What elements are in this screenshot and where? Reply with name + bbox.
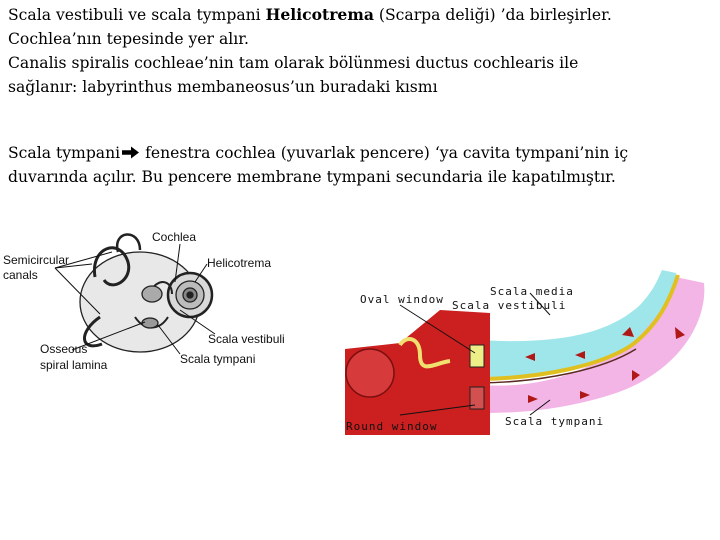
text-line: duvarında açılır. Bu pencere membrane tympani secundaria ile kapatılmıştır.: [8, 168, 616, 186]
ear-illustration: [80, 234, 212, 352]
label-scala-tympani: Scala tympani: [180, 352, 256, 366]
label-semicircular-canals: canals: [3, 268, 38, 282]
scala-tympani-paragraph: [8, 141, 713, 189]
label-scala-tympani: Scala tympani: [505, 415, 605, 428]
inner-ear-diagram: [0, 222, 310, 382]
label-round-window: Round window: [346, 420, 438, 433]
text-line: Scala tympani: [8, 144, 121, 162]
label-scala-vestibuli: Scala vestibuli: [452, 299, 567, 312]
label-osseous-spiral-lamina: spiral lamina: [40, 358, 108, 372]
text-line: sağlanır: labyrinthus membaneosus’un buradaki kısmı: [8, 78, 438, 96]
helicotrema-term: Helicotrema: [265, 5, 374, 24]
uncoiled-cochlea-diagram: [340, 265, 712, 435]
right-arrow-icon: [121, 146, 140, 159]
label-scala-media: Scala media: [490, 285, 574, 298]
text-line: Cochlea’nın tepesinde yer alır.: [8, 30, 249, 48]
helicotrema-paragraph: [8, 3, 713, 99]
text-line: Canalis spiralis cochleae’nin tam olarak bölünmesi ductus cochlearis ile: [8, 54, 579, 72]
label-oval-window: Oval window: [360, 293, 444, 306]
label-cochlea: Cochlea: [152, 230, 197, 244]
oval-window: [470, 345, 484, 367]
text-line: (Scarpa deliği) ’da birleşirler.: [373, 6, 612, 24]
oval-window-membrane: [346, 349, 394, 397]
label-osseous-spiral-lamina: Osseous: [40, 342, 88, 356]
label-helicotrema: Helicotrema: [207, 256, 272, 270]
label-semicircular-canals: Semicircular: [3, 253, 70, 267]
label-scala-vestibuli: Scala vestibuli: [208, 332, 285, 346]
text-line: Scala vestibuli ve scala tympani: [8, 6, 266, 24]
text-line: fenestra cochlea (yuvarlak pencere) ‘ya cavita tympani’nin iç: [140, 144, 629, 162]
